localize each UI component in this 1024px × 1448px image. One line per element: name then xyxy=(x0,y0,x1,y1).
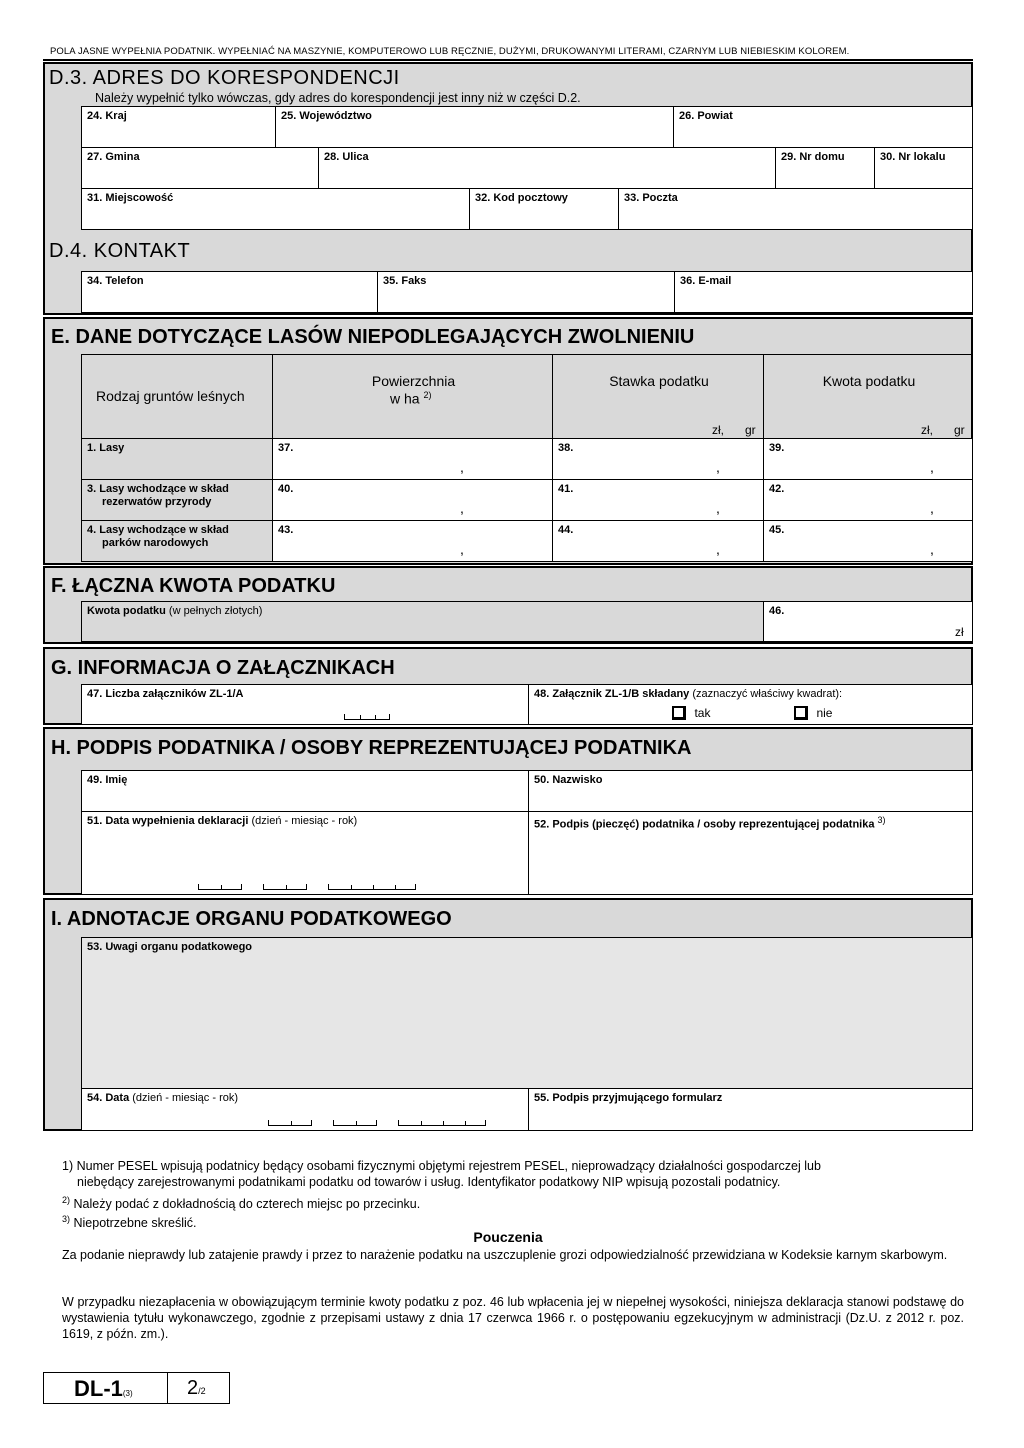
field-51-label xyxy=(87,815,357,827)
footnote-3-number: 3) xyxy=(62,1214,71,1224)
field-47[interactable]: 47. Liczba załączników ZL-1/A xyxy=(81,684,529,725)
field-25-wojewodztwo[interactable]: 25. Województwo xyxy=(275,106,674,148)
field-51-label-normal: (dzień - miesiąc - rok) xyxy=(251,815,358,827)
comb-47 xyxy=(344,714,390,720)
e-col-kwota-label: Kwota podatku xyxy=(822,373,916,389)
field-53-uwagi: 53. Uwagi organu podatkowego xyxy=(81,937,973,1089)
pouczenia-paragraph-1: Za podanie nieprawdy lub zatajenie prawdy i przez to narażenie podatku na uszczuplenie grozi odpowiedzialność przewidziana w Kodeksie karnym skarbowym. xyxy=(62,1248,948,1262)
f-label-bold: Kwota podatku xyxy=(87,605,166,617)
field-29-nr-domu[interactable]: 29. Nr domu xyxy=(775,147,875,189)
option-nie-label: nie xyxy=(816,706,833,720)
section-h-title: H. PODPIS PODATNIKA / OSOBY REPREZENTUJĄCEJ PODATNIKA xyxy=(51,737,692,759)
footnote-1 xyxy=(62,1158,962,1190)
comma: , xyxy=(460,459,464,475)
section-d3-note: Należy wypełnić tylko wówczas, gdy adres do korespondencji jest inny niż w części D.2. xyxy=(95,91,581,105)
comb-year-i xyxy=(398,1120,486,1126)
checkbox-tak[interactable] xyxy=(672,706,686,720)
section-d4-title: D.4. KONTAKT xyxy=(49,240,191,262)
comma: , xyxy=(716,500,720,516)
e-col-powierzchnia-label: Powierzchnia xyxy=(371,373,456,389)
footnote-1-line-2: niebędący zarejestrowanymi podatnikami podatku od towarów i usług. Identyfikator podatkowy NIP wpisują pozostali podatnicy. xyxy=(77,1175,781,1189)
e-col-powierzchnia-unit xyxy=(390,390,431,407)
field-31-miejscowosc[interactable]: 31. Miejscowość xyxy=(81,188,470,230)
e-col-rodzaj-label: Rodzaj gruntów leśnych xyxy=(96,388,245,404)
field-50-nazwisko[interactable]: 50. Nazwisko xyxy=(528,770,973,812)
field-52-label xyxy=(534,815,886,831)
field-33-poczta[interactable]: 33. Poczta xyxy=(618,188,973,230)
comb-month-i xyxy=(333,1120,377,1126)
field-48-label xyxy=(534,688,842,700)
form-version: (3) xyxy=(122,1389,133,1398)
field-32-kod-pocztowy[interactable]: 32. Kod pocztowy xyxy=(469,188,619,230)
field-28-ulica[interactable]: 28. Ulica xyxy=(318,147,776,189)
page-current: 2 xyxy=(187,1377,199,1399)
e-row-rezerwaty-label: 3. Lasy wchodzące w skład rezerwatów przyrody xyxy=(81,479,273,521)
section-f xyxy=(43,566,973,644)
f-label-normal: (w pełnych złotych) xyxy=(168,605,263,617)
footnote-2-number: 2) xyxy=(62,1195,71,1205)
zl-unit: zł xyxy=(955,625,964,639)
e-col-kwota-zl: zł, xyxy=(921,423,933,437)
footnote-2 xyxy=(62,1192,420,1212)
comma: , xyxy=(716,541,720,557)
field-36-email[interactable]: 36. E-mail xyxy=(674,271,973,313)
f-label xyxy=(87,605,262,617)
e-col-powierzchnia-sup: 2) xyxy=(423,390,432,400)
field-44[interactable]: 44. , xyxy=(552,520,764,562)
field-46[interactable]: 46. zł xyxy=(763,601,973,642)
e-col-stawka-label: Stawka podatku xyxy=(609,373,709,389)
e-row-lasy-label: 1. Lasy xyxy=(81,438,273,480)
section-i-title: I. ADNOTACJE ORGANU PODATKOWEGO xyxy=(51,908,452,930)
field-37[interactable]: 37. , xyxy=(272,438,553,480)
field-24-kraj[interactable]: 24. Kraj xyxy=(81,106,276,148)
e-col-kwota-gr: gr xyxy=(954,423,965,437)
field-54-data xyxy=(81,1088,529,1131)
field-40[interactable]: 40. , xyxy=(272,479,553,521)
form-code xyxy=(74,1376,133,1402)
section-h xyxy=(43,727,973,895)
e-col-header-powierzchnia xyxy=(272,354,553,439)
field-52-podpis[interactable] xyxy=(528,811,973,895)
comb-day-i xyxy=(268,1120,312,1126)
checkbox-nie[interactable] xyxy=(794,706,808,720)
field-54-label-bold: 54. Data xyxy=(87,1092,130,1104)
section-g xyxy=(43,647,973,725)
comma: , xyxy=(460,500,464,516)
field-54-label-normal: (dzień - miesiąc - rok) xyxy=(132,1092,239,1104)
section-g-title: G. INFORMACJA O ZAŁĄCZNIKACH xyxy=(51,657,395,679)
footnote-2-text: Należy podać z dokładnością do czterech miejsc po przecinku. xyxy=(73,1197,421,1212)
comma: , xyxy=(930,541,934,557)
header-rule xyxy=(43,59,973,61)
field-35-faks[interactable]: 35. Faks xyxy=(377,271,675,313)
comb-year xyxy=(328,884,416,890)
field-51-data[interactable] xyxy=(81,811,529,895)
field-41[interactable]: 41. , xyxy=(552,479,764,521)
comma: , xyxy=(460,541,464,557)
form-footer xyxy=(43,1372,230,1404)
field-48 xyxy=(528,684,973,725)
field-39[interactable]: 39. , xyxy=(763,438,973,480)
section-e-title: E. DANE DOTYCZĄCE LASÓW NIEPODLEGAJĄCYCH ZWOLNIENIU xyxy=(51,326,695,348)
field-26-powiat[interactable]: 26. Powiat xyxy=(673,106,973,148)
footnote-1-line-1: 1) Numer PESEL wpisują podatnicy będący osobami fizycznymi objętymi rejestrem PESEL, nieprowadzący działalności gospodarczej lub xyxy=(62,1159,821,1173)
option-tak[interactable] xyxy=(672,704,710,722)
comma: , xyxy=(930,500,934,516)
form-code-cell xyxy=(44,1373,168,1403)
section-f-title: F. ŁĄCZNA KWOTA PODATKU xyxy=(51,575,336,597)
pouczenia-title: Pouczenia xyxy=(473,1229,543,1245)
pouczenia-paragraph-2: W przypadku niezapłacenia w obowiązującym terminie kwoty podatku z poz. 46 lub wpłacenia jej w niepełnej wysokości, niniejsza deklaracja stanowi podstawę do wystawienia tytułu wykonawczego, zgodnie z przepisami ustawy z dnia 17 czerwca 1966 r. o postępowaniu egzekucyjnym w administracji (Dz.U. z 2012 r. poz. 1619, z późn. zm.). xyxy=(62,1295,964,1341)
field-48-label-bold: 48. Załącznik ZL-1/B składany xyxy=(534,688,690,700)
field-30-nr-lokalu[interactable]: 30. Nr lokalu xyxy=(874,147,973,189)
page-number xyxy=(187,1377,206,1400)
field-48-label-normal: (zaznaczyć właściwy kwadrat): xyxy=(692,688,843,700)
fill-instructions: POLA JASNE WYPEŁNIA PODATNIK. WYPEŁNIAĆ NA MASZYNIE, KOMPUTEROWO LUB RĘCZNIE, DUŻYMI, DRUKOWANYMI LITERAMI, CZARNYM LUB NIEBIESKIM KOLOREM. xyxy=(50,46,850,57)
f-label-cell xyxy=(81,601,764,642)
field-51-label-bold: 51. Data wypełnienia deklaracji xyxy=(87,815,249,827)
e-col-stawka-zl: zł, xyxy=(712,423,724,437)
comb-month xyxy=(263,884,307,890)
e-col-powierzchnia-unit-text: w ha xyxy=(390,390,420,407)
comb-day xyxy=(198,884,242,890)
field-34-telefon[interactable]: 34. Telefon xyxy=(81,271,378,313)
section-d3-title: D.3. ADRES DO KORESPONDENCJI xyxy=(49,67,400,89)
e-col-header-stawka xyxy=(552,354,764,439)
page-total: /2 xyxy=(198,1386,206,1396)
form-code-text: DL-1 xyxy=(74,1376,123,1401)
field-55-podpis: 55. Podpis przyjmującego formularz xyxy=(528,1088,973,1131)
option-nie[interactable] xyxy=(794,704,832,722)
field-45[interactable]: 45. , xyxy=(763,520,973,562)
field-52-sup: 3) xyxy=(877,815,886,825)
section-i xyxy=(43,898,973,1131)
e-col-stawka-gr: gr xyxy=(745,423,756,437)
field-52-label-text: 52. Podpis (pieczęć) podatnika / osoby reprezentującej podatnika xyxy=(534,818,875,831)
field-38[interactable]: 38. , xyxy=(552,438,764,480)
section-d3-d4 xyxy=(43,62,973,315)
comma: , xyxy=(716,459,720,475)
e-col-header-kwota xyxy=(763,354,973,439)
e-row-parki-label: 4. Lasy wchodzące w skład parków narodowych xyxy=(81,520,273,562)
section-e xyxy=(43,317,973,565)
option-tak-label: tak xyxy=(694,706,711,720)
comma: , xyxy=(930,459,934,475)
field-42[interactable]: 42. , xyxy=(763,479,973,521)
footnote-3-text: Niepotrzebne skreślić. xyxy=(73,1216,197,1231)
field-54-label xyxy=(87,1092,238,1104)
field-43[interactable]: 43. , xyxy=(272,520,553,562)
field-49-imie[interactable]: 49. Imię xyxy=(81,770,529,812)
e-col-header-rodzaj xyxy=(81,354,273,439)
field-27-gmina[interactable]: 27. Gmina xyxy=(81,147,319,189)
